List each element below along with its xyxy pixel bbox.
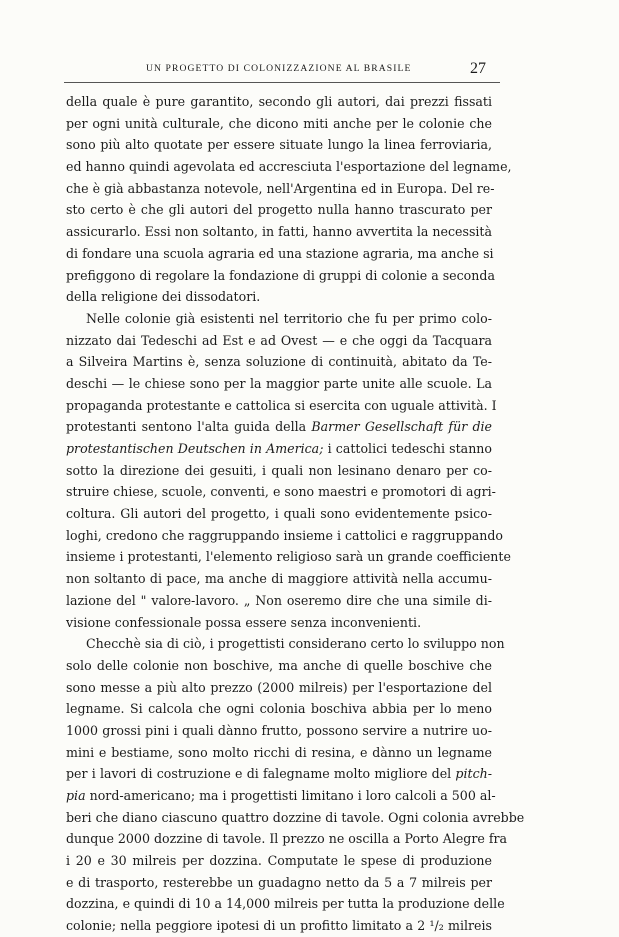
- text-segment: protestanti sentono l'alta guida della: [66, 419, 312, 435]
- text-line: dozzina, e quindi di 10 a 14,000 milreis per tutta la produzione delle: [66, 896, 505, 912]
- text-line: nizzato dai Tedeschi ad Est e ad Ovest — e che oggi da Tacquara: [66, 332, 492, 348]
- text-line: 1000 grossi pini i quali dànno frutto, possono servire a nutrire uo-: [66, 722, 492, 738]
- text-line: deschi — le chiese sono per la maggior parte unite alle scuole. La: [66, 375, 492, 391]
- text-line: solo delle colonie non boschive, ma anche di quelle boschive che: [66, 657, 492, 673]
- text-line: visione confessionale possa essere senza inconvenienti.: [66, 614, 422, 630]
- text-line-mixed: [66, 763, 492, 785]
- text-line: assicurarlo. Essi non soltanto, in fatti, hanno avvertita la necessità: [66, 224, 492, 240]
- text-segment: per i lavori di costruzione e di falegname molto migliore del: [66, 766, 456, 782]
- text-line: di fondare una scuola agraria ed una stazione agraria, ma anche si: [66, 245, 494, 261]
- text-line: a Silveira Martins è, senza soluzione di continuità, abitato da Te-: [66, 354, 492, 370]
- text-line-mixed: [66, 438, 492, 460]
- italic-title: Barmer Gesellschaft für die: [311, 419, 492, 435]
- italic-title: protestantischen Deutschen in America;: [66, 441, 324, 456]
- text-line: insieme i protestanti, l'elemento religioso sarà un grande coefficiente: [66, 549, 511, 565]
- text-line: Checchè sia di ciò, i progettisti considerano certo lo sviluppo non: [86, 636, 505, 652]
- text-line: sono messe a più alto prezzo (2000 milreis) per l'esportazione del: [66, 679, 492, 695]
- text-line: e di trasporto, resterebbe un guadagno netto da 5 a 7 milreis per: [66, 874, 492, 890]
- text-line: che è già abbastanza notevole, nell'Argentina ed in Europa. Del re-: [66, 180, 495, 196]
- text-segment: nord-americano; ma i progettisti limitano i loro calcoli a 500 al-: [85, 788, 496, 803]
- italic-term: pia: [66, 788, 86, 803]
- text-line: della quale è pure garantito, secondo gli autori, dai prezzi fissati: [66, 94, 492, 109]
- text-line-mixed: [66, 416, 492, 438]
- header-rule: [64, 82, 500, 83]
- text-segment: i cattolici tedeschi stanno: [323, 441, 492, 456]
- text-body: [66, 91, 525, 937]
- text-line: lazione del " valore-lavoro. „ Non oseremo dire che una simile di-: [66, 592, 492, 608]
- text-line-mixed: [66, 785, 496, 807]
- text-line: struire chiese, scuole, conventi, e sono maestri e promotori di agri-: [66, 484, 496, 500]
- page-header: [66, 61, 492, 79]
- text-line: coltura. Gli autori del progetto, i quali sono evidentemente psico-: [66, 506, 492, 522]
- text-line: Nelle colonie già esistenti nel territorio che fu per primo colo-: [86, 310, 492, 326]
- text-line: sotto la direzione dei gesuiti, i quali non lesinano denaro per co-: [66, 462, 492, 478]
- text-line: prefiggono di regolare la fondazione di gruppi di colonie a seconda: [66, 267, 495, 283]
- running-title: UN PROGETTO DI COLONIZZAZIONE AL BRASILE: [146, 63, 412, 74]
- text-line: i 20 e 30 milreis per dozzina. Computate le spese di produzione: [66, 853, 492, 869]
- text-line: loghi, credono che raggruppando insieme i cattolici e raggruppando: [66, 527, 504, 543]
- text-line: sto certo è che gli autori del progetto nulla hanno trascurato per: [66, 202, 492, 218]
- page-number: 27: [470, 60, 486, 77]
- text-line: non soltanto di pace, ma anche di maggiore attività nella accumu-: [66, 571, 492, 587]
- text-line: della religione dei dissodatori.: [66, 289, 261, 305]
- text-line: per ogni unità culturale, che dicono miti anche per le colonie che: [66, 115, 492, 131]
- text-line: legname. Si calcola che ogni colonia boschiva abbia per lo meno: [66, 701, 492, 717]
- text-line: ed hanno quindi agevolata ed accresciuta l'esportazione del legname,: [66, 159, 512, 175]
- text-line: propaganda protestante e cattolica si esercita con uguale attività. I: [66, 397, 497, 413]
- text-line: sono più alto quotate per essere situate lungo la linea ferroviaria,: [66, 137, 492, 153]
- italic-term: pitch-: [455, 766, 492, 782]
- text-line: dunque 2000 dozzine di tavole. Il prezzo ne oscilla a Porto Alegre fra: [66, 831, 508, 847]
- text-line: mini e bestiame, sono molto ricchi di resina, e dànno un legname: [66, 744, 492, 760]
- text-line: beri che diano ciascuno quattro dozzine di tavole. Ogni colonia avrebbe: [66, 809, 525, 825]
- text-line: colonie; nella peggiore ipotesi di un profitto limitato a 2 ¹/₂ milreis: [66, 918, 492, 934]
